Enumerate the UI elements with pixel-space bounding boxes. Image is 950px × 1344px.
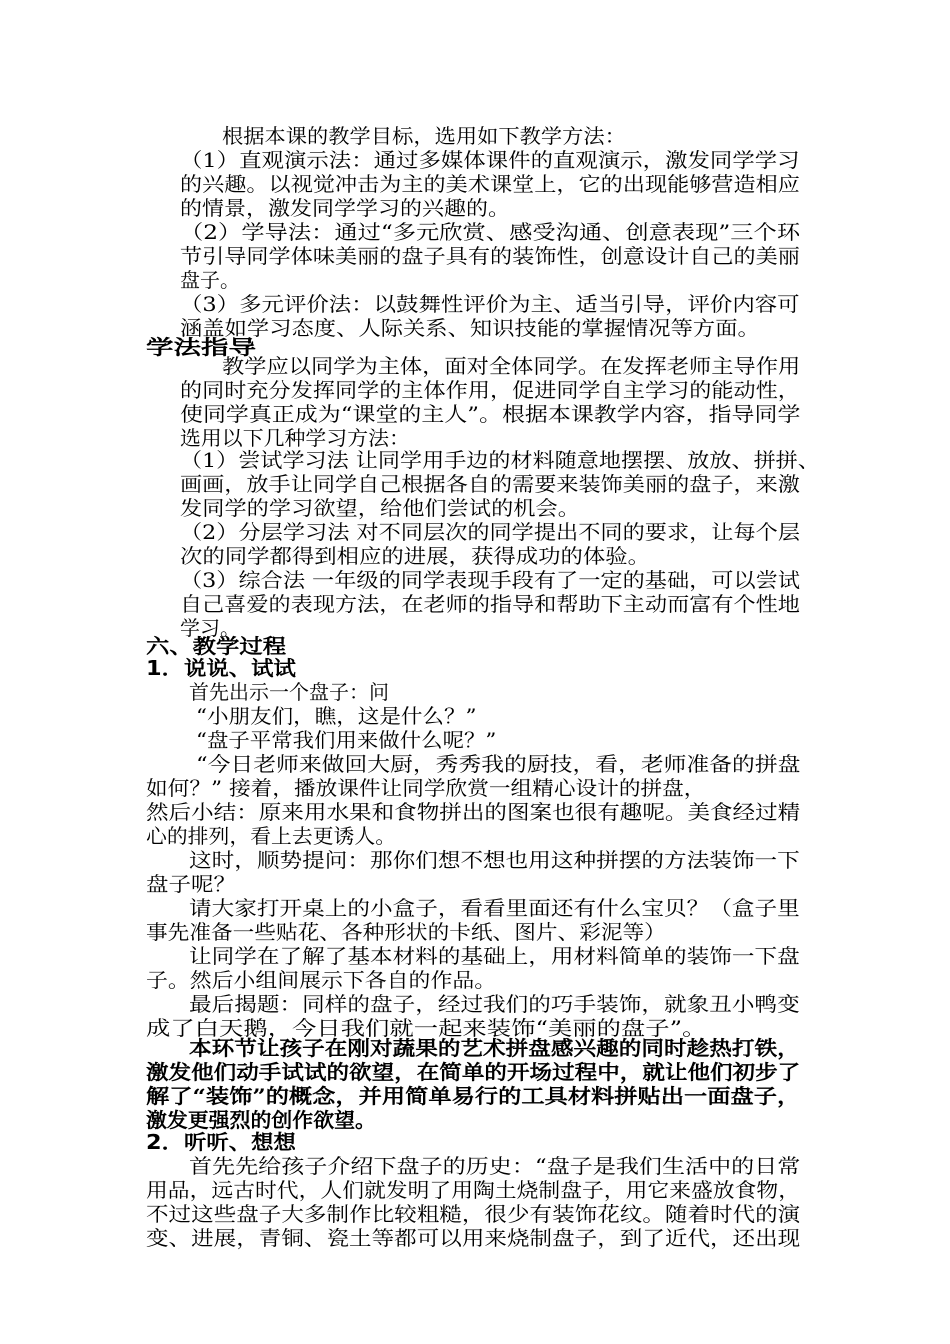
text-line: 用品，远古时代，人们就发明了用陶土烧制盘子，用它来盛放食物， bbox=[146, 1178, 800, 1202]
text-line: 让同学在了解了基本材料的基础上，用材料简单的装饰一下盘 bbox=[189, 944, 800, 968]
text-line: 首先先给孩子介绍下盘子的历史：“盘子是我们生活中的日常 bbox=[189, 1154, 801, 1178]
text-line: 子。然后小组间展示下各自的作品。 bbox=[146, 968, 497, 992]
text-line: （1）直观演示法：通过多媒体课件的直观演示，激发同学学习 bbox=[180, 148, 800, 172]
text-line: 的同时充分发挥同学的主体作用，促进同学自主学习的能动性， bbox=[180, 378, 800, 402]
section-heading: 学法指导 bbox=[146, 335, 256, 359]
text-line: 这时，顺势提问：那你们想不想也用这种拼摆的方法装饰一下 bbox=[189, 848, 800, 872]
text-line: 的情景，激发同学学习的兴趣的。 bbox=[180, 196, 510, 220]
text-line: 首先出示一个盘子：问 bbox=[189, 680, 389, 704]
text-line: （1）尝试学习法 让同学用手边的材料随意地摆摆、放放、拼拼、 bbox=[180, 448, 820, 472]
text-line: 自己喜爱的表现方法，在老师的指导和帮助下主动而富有个性地 bbox=[180, 592, 800, 616]
text-line: 心的排列，看上去更诱人。 bbox=[146, 824, 397, 848]
text-line: 本环节让孩子在刚对蔬果的艺术拼盘感兴趣的同时趁热打铁， bbox=[189, 1036, 800, 1060]
text-line: “今日老师来做回大厨，秀秀我的厨技，看，老师准备的拼盘 bbox=[196, 752, 801, 776]
text-line: 盘子。 bbox=[180, 268, 240, 292]
text-line: （3）综合法 一年级的同学表现手段有了一定的基础，可以尝试 bbox=[180, 568, 801, 592]
section-heading: 1．说说、试试 bbox=[146, 656, 296, 680]
text-line: 成了白天鹅，今日我们就一起来装饰“美丽的盘子”。 bbox=[146, 1016, 707, 1040]
text-line: 的兴趣。以视觉冲击为主的美术课堂上，它的出现能够营造相应 bbox=[180, 172, 800, 196]
text-line: （2）分层学习法 对不同层次的同学提出不同的要求，让每个层 bbox=[180, 520, 801, 544]
text-line: 事先准备一些贴花、各种形状的卡纸、图片、彩泥等） bbox=[146, 920, 666, 944]
text-line: 次的同学都得到相应的进展，获得成功的体验。 bbox=[180, 544, 650, 568]
text-line: 选用以下几种学习方法： bbox=[180, 426, 410, 450]
text-line: 学习。 bbox=[180, 616, 240, 640]
text-line: 盘子呢？ bbox=[146, 872, 236, 896]
text-line: 如何？” 接着，播放课件让同学欣赏一组精心设计的拼盘， bbox=[146, 776, 706, 800]
text-line: 教学应以同学为主体，面对全体同学。在发挥老师主导作用 bbox=[222, 354, 801, 378]
text-line: （2）学导法：通过“多元欣赏、感受沟通、创意表现”三个环 bbox=[180, 220, 801, 244]
text-line: 涵盖如学习态度、人际关系、知识技能的掌握情况等方面。 bbox=[180, 316, 760, 340]
text-line: 激发更强烈的创作欲望。 bbox=[146, 1108, 376, 1132]
text-line: 变、进展，青铜、瓷土等都可以用来烧制盘子，到了近代，还出现 bbox=[146, 1226, 801, 1250]
text-line: 激发他们动手试试的欲望，在简单的开场过程中，就让他们初步了 bbox=[146, 1060, 801, 1084]
text-line: 请大家打开桌上的小盒子，看看里面还有什么宝贝？（盒子里 bbox=[189, 896, 800, 920]
text-line: 不过这些盘子大多制作比较粗糙，很少有装饰花纹。随着时代的演 bbox=[146, 1202, 801, 1226]
text-line: 使同学真正成为“课堂的主人”。根据本课教学内容，指导同学 bbox=[180, 402, 801, 426]
text-line: 节引导同学体味美丽的盘子具有的装饰性，创意设计自己的美丽 bbox=[180, 244, 800, 268]
text-line: 最后揭题：同样的盘子，经过我们的巧手装饰，就象丑小鸭变 bbox=[189, 992, 800, 1016]
text-line: 解了“装饰”的概念，并用简单易行的工具材料拼贴出一面盘子， bbox=[146, 1084, 801, 1108]
text-line: （3）多元评价法：以鼓舞性评价为主、适当引导，评价内容可 bbox=[180, 292, 800, 316]
text-line: 然后小结：原来用水果和食物拼出的图案也很有趣呢。美食经过精 bbox=[146, 800, 801, 824]
section-heading: 六、教学过程 bbox=[146, 634, 287, 658]
text-line: “盘子平常我们用来做什么呢？” bbox=[196, 728, 497, 752]
section-heading: 2．听听、想想 bbox=[146, 1130, 296, 1154]
text-line: “小朋友们，瞧，这是什么？” bbox=[196, 704, 477, 728]
text-line: 发同学的学习欲望，给他们尝试的机会。 bbox=[180, 496, 580, 520]
text-line: 画画，放手让同学自己根据各自的需要来装饰美丽的盘子，来激 bbox=[180, 472, 800, 496]
text-line: 根据本课的教学目标，选用如下教学方法： bbox=[222, 124, 626, 148]
